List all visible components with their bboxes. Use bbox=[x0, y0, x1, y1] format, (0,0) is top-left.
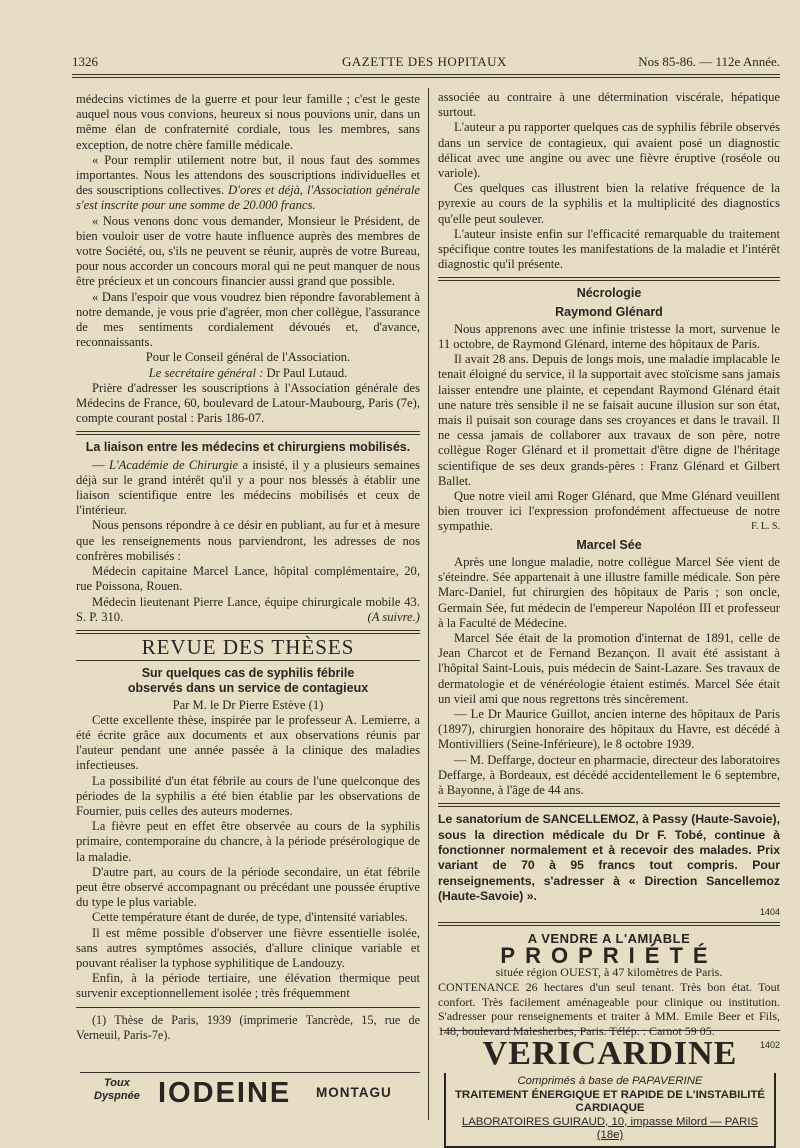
text: a insisté, il y a plusieurs semaines déjà sur le grand intérêt qu'il y a pour nos blessés à établir une liaison scientifique entre les médecins mobilisés et ceux de l'intérieur. bbox=[76, 457, 421, 518]
signature-line bbox=[76, 366, 420, 381]
paragraph: Cette température étant de durée, de type, d'intensité variables. bbox=[92, 910, 408, 925]
section-title: La liaison entre les médecins et chirurgiens mobilisés. bbox=[85, 440, 411, 455]
paragraph: L'auteur a pu rapporter quelques cas de syphilis fébrile observés dans un service de contagieux, qui avaient posé un diagnostic délicat avec une angine ou avec une fièvre éruptive (roséole ou variole). bbox=[438, 120, 780, 181]
journal-title: GAZETTE DES HOPITAUX bbox=[342, 54, 507, 69]
advert-line: Comprimés à base de PAPAVERINE bbox=[517, 1075, 703, 1087]
paragraph: La fièvre peut en effet être observée au cours de la syphilis primaire, contemporaine du chancre, à la période présérologique de la maladie. bbox=[76, 819, 420, 864]
signature: F. L. S. bbox=[751, 521, 780, 533]
right-column bbox=[438, 90, 780, 1054]
iodeine-advert bbox=[80, 1072, 420, 1121]
paragraph: L'auteur insiste enfin sur l'efficacité remarquable du traitement spécifique contre toutes les manifestations de la maladie et l'intérêt diagnostic qu'il présente. bbox=[438, 226, 780, 272]
paragraph: Ces quelques cas illustrent bien la relative fréquence de la pyrexie au cours de la syphilis et la multiplicité des diagnostics qu'elle peut soulever. bbox=[438, 181, 780, 226]
sanatorium-advert: Le sanatorium de SANCELLEMOZ, à Passy (Haute-Savoie), sous la direction médicale du Dr F. Tobé, continue à fonctionner normalement et à recevoir des malades. Prix variant de 70 à 95 francs tout compris. Pour renseignements, s'adresser à « Direction Sancellemoz (Haute-Savoie) ». bbox=[438, 812, 780, 904]
paragraph bbox=[76, 458, 420, 519]
advert-line: TRAITEMENT ÉNERGIQUE ET RAPIDE DE L'INSTABILITÉ CARDIAQUE bbox=[454, 1088, 766, 1114]
advert-number: 1404 bbox=[759, 906, 780, 917]
advert-line: LABORATOIRES GUIRAUD, 10, impasse Milord — PARIS (18e) bbox=[461, 1115, 759, 1141]
header-rule bbox=[72, 74, 780, 78]
paragraph: La possibilité d'un état fébrile au cours de l'une quelconque des périodes de la syphilis a été bien établie par les observations de Fournier, puis celles des auteurs modernes. bbox=[76, 773, 420, 818]
thesis-author: Par M. le Dr Pierre Estève (1) bbox=[172, 697, 324, 712]
paragraph: Après une longue maladie, notre collègue Marcel Sée vient de s'éteindre. Sée appartenait à une illustre famille médicale. Son père Marc-Daniel, fut chirurgien des hôpitaux de Paris ; son oncle, Germain Sée, fut médecin de l'empereur Napoléon III et professeur à la Faculté de Médecine. bbox=[438, 554, 780, 630]
property-location: située région OUEST, à 47 kilomètres de Paris. bbox=[495, 965, 723, 980]
paragraph: Enfin, à la période tertiaire, une élévation thermique peut survenir exceptionnellement isolée ; très fréquemment bbox=[76, 971, 420, 1001]
divider bbox=[76, 431, 420, 435]
divider bbox=[76, 660, 420, 661]
paragraph: Prière d'adresser les souscriptions à l'Association générale des Médecins de France, 60, boulevard de Latour-Maubourg, Paris (7e), compte courant postal : Paris 186-07. bbox=[76, 380, 420, 426]
paragraph: — Le Dr Maurice Guillot, ancien interne des hôpitaux de Paris (1897), chirurgien honoraire des hôpitaux du Havre, est décédé à Montivilliers (Seine-Inférieure), le 8 octobre 1939. bbox=[438, 706, 780, 752]
advert-frame bbox=[444, 1073, 776, 1148]
paragraph: — M. Deffarge, docteur en pharmacie, directeur des laboratoires Deffarge, à Bordeaux, est décédé accidentellement le 6 septembre, à Bayonne, à l'âge de 44 ans. bbox=[438, 752, 780, 797]
paragraph: Nous pensons répondre à ce désir en publiant, au fur et à mesure que les renseignements nous parviendront, les adresses de nos confrères mobilisés : bbox=[76, 518, 420, 563]
text: Dyspnée bbox=[94, 1090, 140, 1102]
paragraph: « Nous venons donc vous demander, Monsieur le Président, de bien vouloir user de votre haute influence auprès des membres de votre Société, ou, s'ils ne peuvent se réunir, auprès de votre Bureau, pour nous accorder un concours moral qui ne peut manquer de nous être précieux et un concours financier aussi grand que possible. bbox=[76, 213, 420, 289]
divider bbox=[438, 277, 780, 281]
paragraph: médecins victimes de la guerre et pour leur famille ; c'est le geste auquel nous vous convions, heureux si nous pouvions unir, dans un même élan de confraternité cordiale, tous les membres, sans exception, de notre chère famille médicale. bbox=[76, 92, 420, 152]
property-details: CONTENANCE 26 hectares d'un seul tenant. Très bon état. Tout confort. Très facilement aménageable pour clinique ou institution. S'adresser pour renseignements et traiter à MM. Emile Beer et Fils, 148, boulevard Malesherbes, Paris. Télép. : Carnot 59 05. bbox=[438, 980, 780, 1038]
iodeine-tagline bbox=[94, 1077, 140, 1103]
text: Toux bbox=[103, 1077, 130, 1089]
divider bbox=[76, 1007, 420, 1008]
italic-text: D'ores et déjà, l'Association générale s'est inscrite pour une somme de 20.000 francs. bbox=[76, 183, 421, 213]
continued-note: (A suivre.) bbox=[367, 609, 420, 624]
property-heading: PROPRIÉTÉ bbox=[500, 942, 718, 968]
italic-text: L'Académie de Chirurgie bbox=[108, 457, 239, 472]
paragraph: Il avait 28 ans. Depuis de longs mois, une maladie implacable le tenait éloigné du service, il la supportait avec stoïcisme sans jamais laisser entendre une plainte, et cependant Raymond Glénard était une nature très sensible il ne se faisait aucune illusion sur son état, mais il puisait son courage dans ses croyances et dans le travail. Il ne cessa jamais de collaborer aux travaux de son père, notre collègue Roger Glénard et il promettait d'être digne de l'héritage scientifique de ses deux grands-pères : Franz Glénard et Gilbert Ballet. bbox=[438, 352, 780, 488]
paragraph: « Dans l'espoir que vous voudrez bien répondre favorablement à notre demande, je vous prie d'agréer, mon cher collègue, l'assurance de mes sentiments cordialement dévoués et, d'avance, reconnaissants. bbox=[76, 289, 420, 350]
obituary-title: Raymond Glénard bbox=[555, 304, 663, 319]
paragraph bbox=[76, 595, 420, 625]
column-divider bbox=[428, 88, 429, 1120]
left-column bbox=[76, 92, 420, 1043]
thesis-title: observés dans un service de contagieux bbox=[127, 681, 369, 696]
paragraph bbox=[76, 153, 420, 214]
paragraph: Médecin capitaine Marcel Lance, hôpital complémentaire, 20, rue Poissona, Rouen. bbox=[76, 564, 420, 594]
paragraph: associée au contraire à une détermination viscérale, hépatique surtout. bbox=[438, 90, 780, 120]
divider bbox=[440, 1030, 780, 1031]
advert-number: 1402 bbox=[759, 1040, 780, 1051]
paragraph: Cette excellente thèse, inspirée par le professeur A. Lemierre, a été écrite grâce aux documents et aux observations réunis par l'auteur pendant une année passée à la clinique des maladies infectieuses. bbox=[76, 712, 420, 773]
text: « Pour remplir utilement notre but, il nous faut des sommes importantes. Nous les attendons des souscriptions individuelles et des souscriptions collectives. bbox=[76, 152, 420, 198]
paragraph: D'autre part, au cours de la période secondaire, un état fébrile peut être observé accompagnant ou précédant une poussée éruptive du type le plus variable. bbox=[76, 864, 420, 910]
obituary-title: Marcel Sée bbox=[576, 537, 642, 552]
section-heading: REVUE DES THÈSES bbox=[141, 634, 355, 659]
page-header bbox=[72, 54, 780, 72]
signature-line: Pour le Conseil général de l'Association. bbox=[145, 350, 351, 365]
footnote: (1) Thèse de Paris, 1939 (imprimerie Tancrède, 15, rue de Verneuil, Paris-7e). bbox=[76, 1012, 420, 1042]
paragraph bbox=[438, 489, 780, 535]
divider bbox=[438, 803, 780, 807]
page-number: 1326 bbox=[72, 54, 98, 69]
vericardine-advert bbox=[440, 1030, 780, 1141]
signature-role: Le secrétaire général : bbox=[148, 365, 267, 380]
paragraph: Il est même possible d'observer une fièvre essentielle isolée, sans autres symptômes associés, d'allure clinique variable et pouvant réaliser la typhose syphilitique de Landouzy. bbox=[76, 925, 420, 970]
thesis-title: Sur quelques cas de syphilis fébrile bbox=[141, 666, 355, 681]
paragraph: Nous apprenons avec une infinie tristesse la mort, survenue le 11 octobre, de Raymond Glénard, interne des hôpitaux de Paris. bbox=[438, 321, 780, 352]
text: Médecin lieutenant Pierre Lance, équipe chirurgicale mobile 43. S. P. 310. bbox=[76, 594, 420, 624]
issue-info: Nos 85-86. — 112e Année. bbox=[638, 54, 780, 69]
text: — bbox=[92, 457, 109, 472]
iodeine-brand: IODEINE bbox=[158, 1077, 292, 1109]
iodeine-maker: MONTAGU bbox=[316, 1085, 392, 1100]
signature-name: Dr Paul Lutaud. bbox=[266, 365, 348, 380]
vericardine-brand: VERICARDINE bbox=[482, 1035, 738, 1072]
paragraph: Marcel Sée était de la promotion d'internat de 1891, celle de Jean Charcot et de Fernand Bezançon. Il avait été assistant à l'hôpital Saint-Louis, puis médecin de Saint-Lazare. Ses travaux de dermatologie et de vénéréologie étaient estimés. Marcel Sée était un vieil ami que nous regrettons très sincèrement. bbox=[438, 630, 780, 706]
divider bbox=[438, 922, 780, 926]
text: Que notre vieil ami Roger Glénard, que Mme Glénard veuillent bien trouver ici l'expression profondément affectueuse de notre sympathie. bbox=[438, 489, 780, 534]
divider bbox=[76, 630, 420, 634]
sale-heading: A VENDRE A L'AMIABLE bbox=[527, 930, 691, 946]
section-title: Nécrologie bbox=[576, 286, 642, 301]
